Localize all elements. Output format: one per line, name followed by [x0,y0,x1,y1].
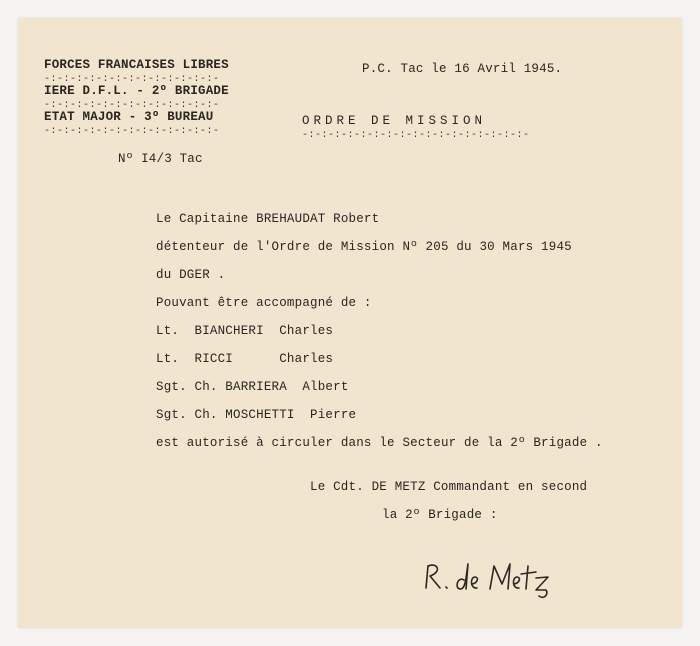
body-line-service: du DGER . [156,268,226,282]
letterhead-separator-3: -:-:-:-:-:-:-:-:-:-:-:-:-:- [44,126,220,137]
signature-title: Le Cdt. DE METZ Commandant en second [310,480,588,494]
document-title: ORDRE DE MISSION [302,114,487,128]
companion-item: Lt. RICCI Charles [156,352,334,366]
body-line-accompanied: Pouvant être accompagné de : [156,296,372,310]
body-line-authorization: est autorisé à circuler dans le Secteur de la 2º Brigade . [156,436,603,450]
place-date: P.C. Tac le 16 Avril 1945. [362,62,563,76]
companion-item: Lt. BIANCHERI Charles [156,324,334,338]
letterhead-separator-2: -:-:-:-:-:-:-:-:-:-:-:-:-:- [44,100,220,111]
document-page [18,18,682,628]
handwritten-signature [422,558,572,608]
signature-unit: la 2º Brigade : [382,508,498,522]
letterhead-separator-1: -:-:-:-:-:-:-:-:-:-:-:-:-:- [44,74,220,85]
letterhead-line-1: FORCES FRANCAISES LIBRES [44,58,229,72]
body-line-mission: détenteur de l'Ordre de Mission Nº 205 du 30 Mars 1945 [156,240,572,254]
companion-item: Sgt. Ch. BARRIERA Albert [156,380,349,394]
body-line-officer: Le Capitaine BREHAUDAT Robert [156,212,380,226]
title-separator: -:-:-:-:-:-:-:-:-:-:-:-:-:-:-:-:-:- [302,130,530,141]
reference-number: Nº I4/3 Tac [118,152,203,166]
letterhead-line-2: IERE D.F.L. - 2º BRIGADE [44,84,229,98]
companion-item: Sgt. Ch. MOSCHETTI Pierre [156,408,357,422]
letterhead-line-3: ETAT MAJOR - 3º BUREAU [44,110,214,124]
